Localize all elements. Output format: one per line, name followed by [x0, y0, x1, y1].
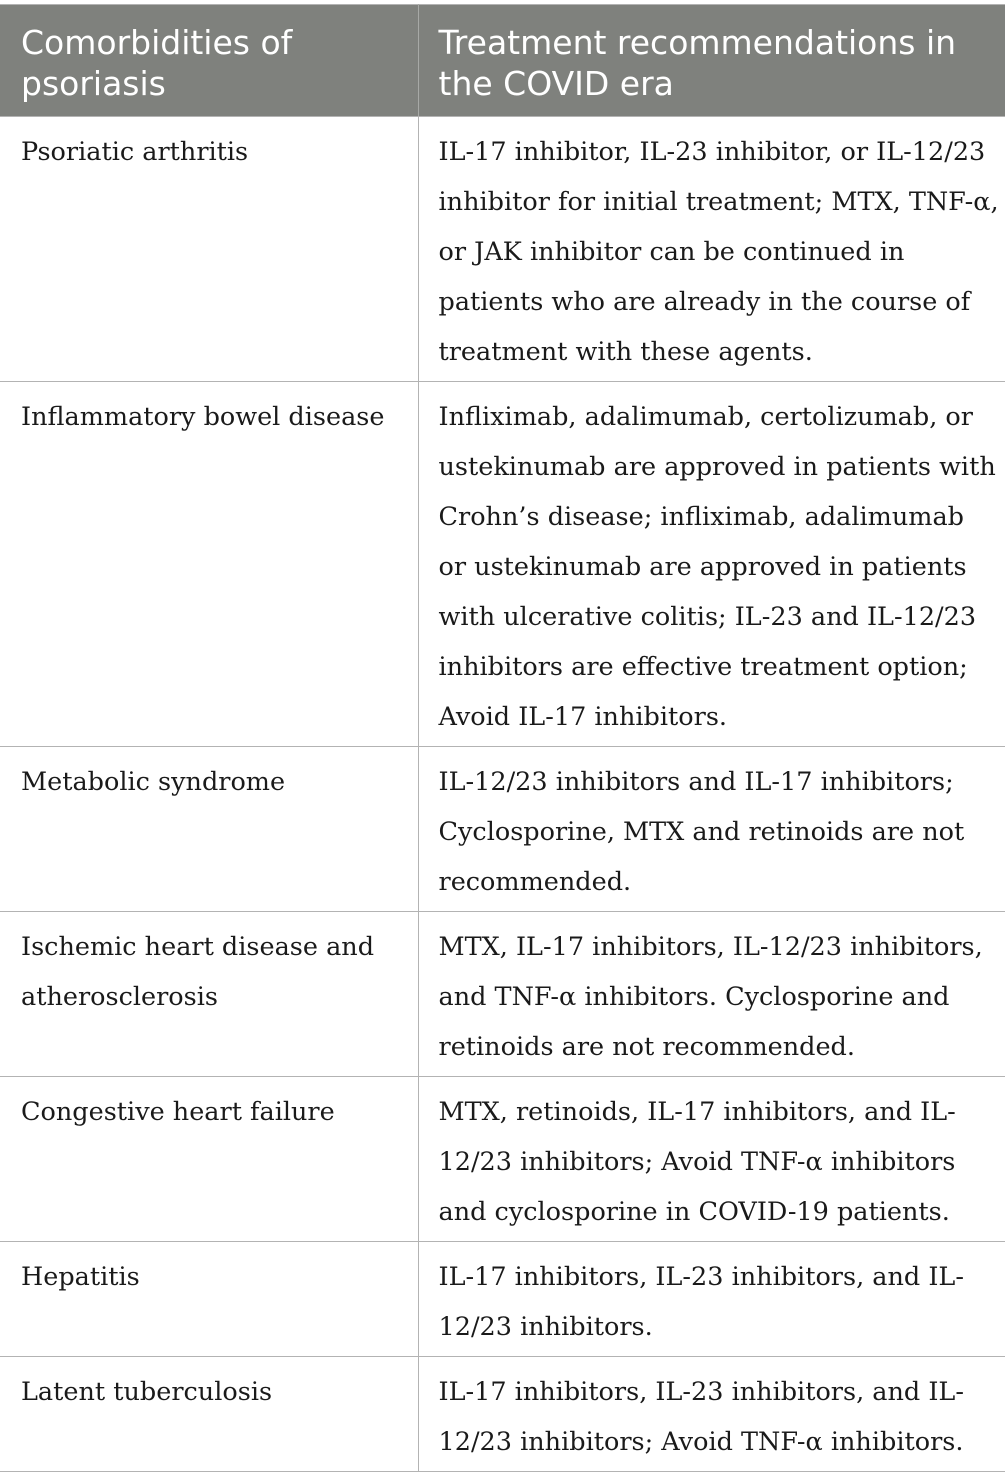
recommendation-cell: Infliximab, adalimumab, certolizumab, or ustekinumab are approved in patients with Crohn’s disease; infliximab, adalimumab or ustekinumab are approved in patients with ulcerative colitis; IL-23 and IL-12/23 inhibitors are effective treatment option; Avoid IL-17 inhibitors.: [418, 382, 1005, 747]
recommendation-cell: IL-17 inhibitor, IL-23 inhibitor, or IL-12/23 inhibitor for initial treatment; MTX, TNF-α, or JAK inhibitor can be continued in patients who are already in the course of treatment with these agents.: [418, 117, 1005, 382]
recommendation-cell: IL-17 inhibitors, IL-23 inhibitors, and IL-12/23 inhibitors.: [418, 1242, 1005, 1357]
column-header-comorbidities: Comorbidities of psoriasis: [0, 5, 418, 117]
table-row: [0, 382, 1005, 747]
header-row: [0, 5, 1005, 117]
comorbidity-cell: Inflammatory bowel disease: [0, 382, 418, 747]
comorbidity-cell: Ischemic heart disease and atherosclerosis: [0, 912, 418, 1077]
table-row: [0, 1357, 1005, 1472]
comorbidity-cell: Metabolic syndrome: [0, 747, 418, 912]
recommendation-cell: MTX, IL-17 inhibitors, IL-12/23 inhibitors, and TNF-α inhibitors. Cyclosporine and retinoids are not recommended.: [418, 912, 1005, 1077]
comorbidity-cell: Hepatitis: [0, 1242, 418, 1357]
comorbidity-cell: Latent tuberculosis: [0, 1357, 418, 1472]
comorbidity-cell: Congestive heart failure: [0, 1077, 418, 1242]
table-row: [0, 1077, 1005, 1242]
table-row: [0, 912, 1005, 1077]
table-row: [0, 117, 1005, 382]
recommendation-cell: IL-17 inhibitors, IL-23 inhibitors, and IL-12/23 inhibitors; Avoid TNF-α inhibitors.: [418, 1357, 1005, 1472]
column-header-treatment: Treatment recommendations in the COVID era: [418, 5, 1005, 117]
comorbidity-cell: Psoriatic arthritis: [0, 117, 418, 382]
table-row: [0, 747, 1005, 912]
comorbidity-treatment-table: [0, 4, 1005, 1472]
recommendation-cell: MTX, retinoids, IL-17 inhibitors, and IL-12/23 inhibitors; Avoid TNF-α inhibitors and cyclosporine in COVID-19 patients.: [418, 1077, 1005, 1242]
table-body: [0, 117, 1005, 1472]
table-row: [0, 1242, 1005, 1357]
recommendation-cell: IL-12/23 inhibitors and IL-17 inhibitors; Cyclosporine, MTX and retinoids are not recommended.: [418, 747, 1005, 912]
table-header: [0, 5, 1005, 117]
